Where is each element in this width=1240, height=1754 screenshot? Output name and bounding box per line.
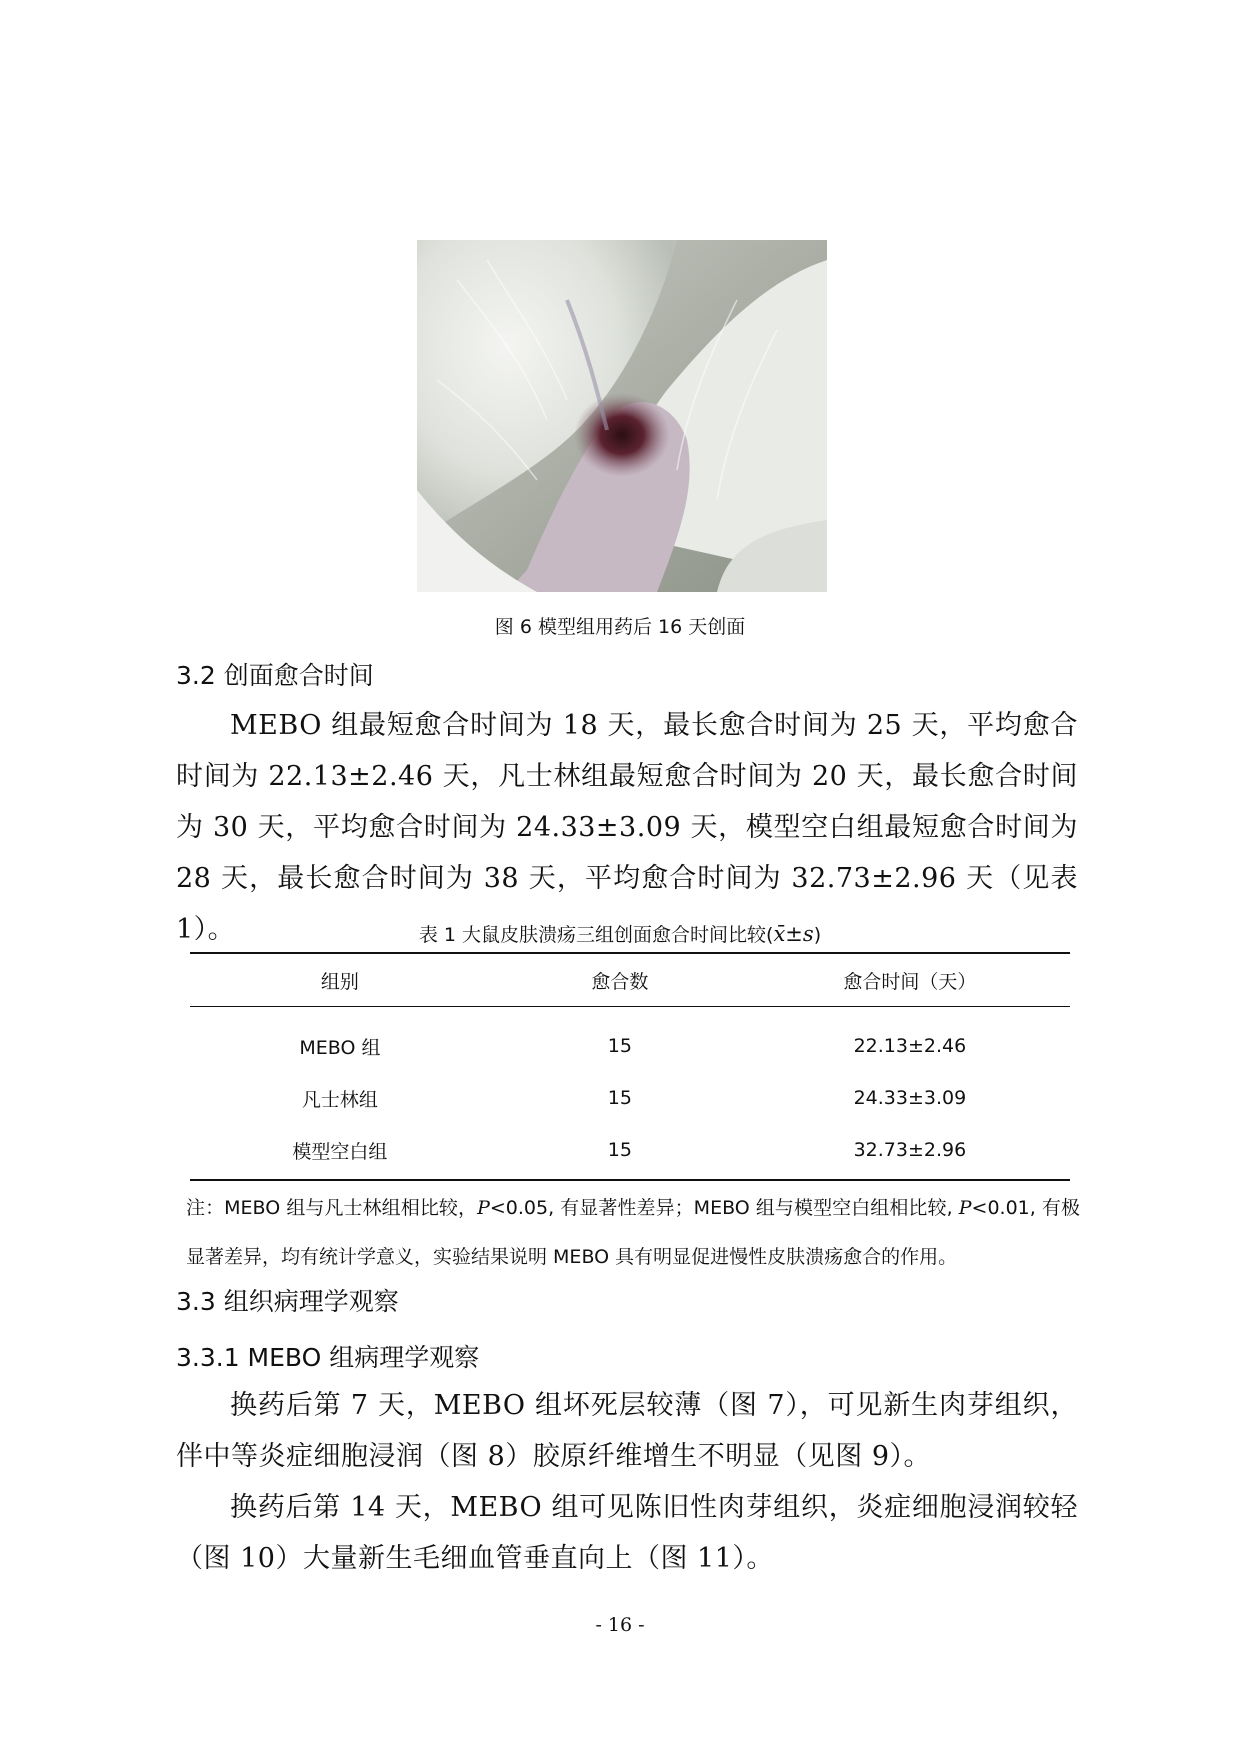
table-cell: 32.73±2.96 xyxy=(853,1139,967,1161)
table-note xyxy=(186,1184,1080,1282)
section-heading-3-2: 3.2 创面愈合时间 xyxy=(176,661,374,690)
note-text: 注：MEBO 组与凡士林组相比较， xyxy=(186,1197,478,1219)
table-cell: MEBO 组 xyxy=(299,1036,381,1059)
healing-time-table xyxy=(190,952,1070,1181)
table-cell: 15 xyxy=(607,1035,632,1057)
day7-paragraph: 换药后第 7 天，MEBO 组坏死层较薄（图 7），可见新生肉芽组织，伴中等炎症细胞浸润（图 8）胶原纤维增生不明显（见图 9）。 xyxy=(176,1390,1078,1472)
table-caption-text: 表 1 大鼠皮肤溃疡三组创面愈合时间比较( xyxy=(418,924,774,946)
table-cell: 15 xyxy=(607,1087,632,1109)
table-row xyxy=(190,1007,1070,1073)
note-text: <0.01, 有极显著差异，均有统计学意义，实验结果说明 MEBO 具有明显促进慢性皮肤溃疡愈合的作用。 xyxy=(186,1197,1080,1268)
note-p-symbol: P xyxy=(958,1197,972,1219)
table-row xyxy=(190,1124,1070,1180)
table-caption-stat: x̄±s xyxy=(773,922,814,946)
section-heading-3-3-1: 3.3.1 MEBO 组病理学观察 xyxy=(176,1343,480,1372)
section-heading-3-3: 3.3 组织病理学观察 xyxy=(176,1287,399,1316)
table-cell: 凡士林组 xyxy=(301,1088,378,1111)
day14-paragraph: 换药后第 14 天，MEBO 组可见陈旧性肉芽组织，炎症细胞浸润较轻（图 10）大量新生毛细血管垂直向上（图 11）。 xyxy=(176,1492,1078,1574)
table-header-group: 组别 xyxy=(320,970,359,993)
note-text: <0.05, 有显著性差异；MEBO 组与模型空白组相比较, xyxy=(489,1197,959,1219)
table-row xyxy=(190,1072,1070,1124)
table-header-healing-time: 愈合时间（天） xyxy=(843,970,977,993)
healing-time-paragraph: MEBO 组最短愈合时间为 18 天，最长愈合时间为 25 天，平均愈合时间为 22.13±2.46 天，凡士林组最短愈合时间为 20 天，最长愈合时间为 30 天，平均愈合时间为 24.33±3.09 天，模型空白组最短愈合时间为 28 天，最长愈合时间为 38 天，平均愈合时间为 32.73±2.96 天（见表 1）。 xyxy=(176,710,1078,945)
page-number: - 16 - xyxy=(595,1614,645,1636)
table-caption-end: ) xyxy=(813,924,822,946)
note-p-symbol: P xyxy=(477,1197,490,1219)
wound-photo-figure xyxy=(417,240,827,592)
table-caption xyxy=(0,920,1240,947)
table-header-row xyxy=(190,953,1070,1007)
table-cell: 15 xyxy=(607,1139,632,1161)
table-cell: 24.33±3.09 xyxy=(853,1087,967,1109)
figure-caption: 图 6 模型组用药后 16 天创面 xyxy=(494,616,746,638)
table-cell: 22.13±2.46 xyxy=(853,1035,967,1057)
table-cell: 模型空白组 xyxy=(292,1140,388,1163)
table-header-healed-count: 愈合数 xyxy=(591,970,649,993)
